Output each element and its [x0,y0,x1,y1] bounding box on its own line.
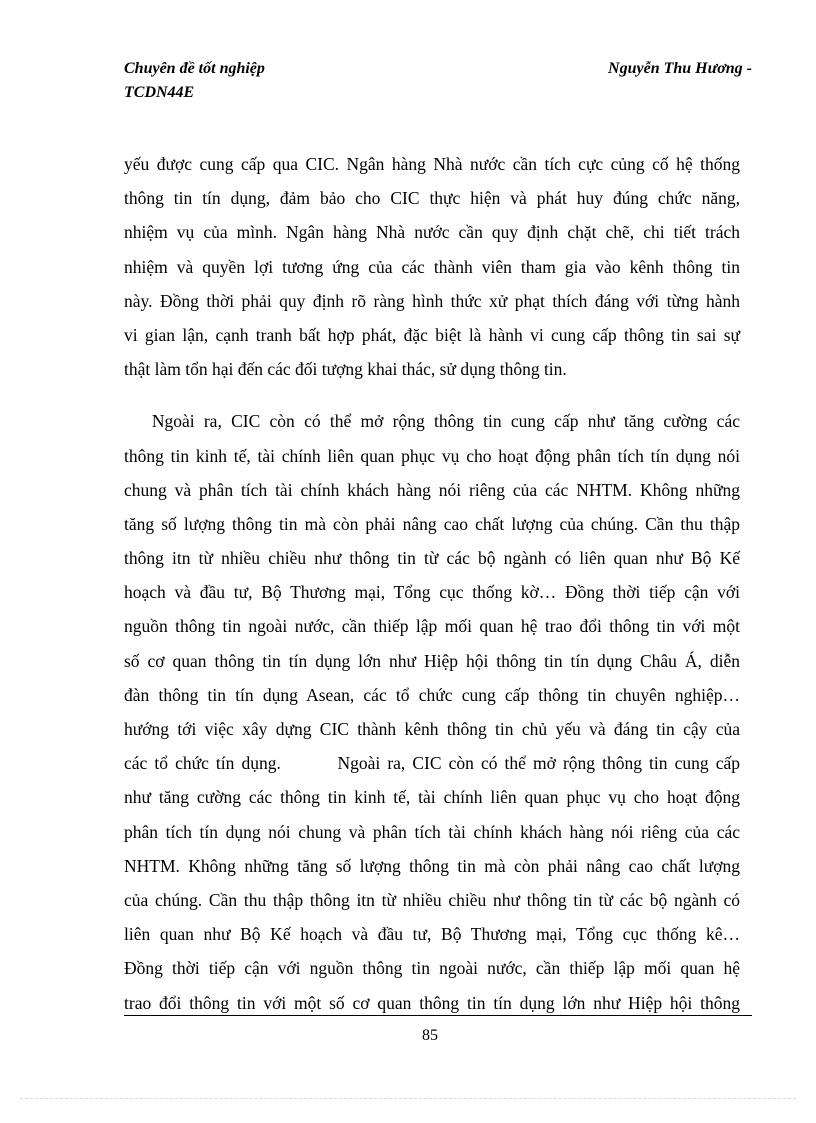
text-line: vi gian lận, cạnh tranh bất hợp phát, đặc biệt là hành vi cung cấp thông tin sai sự [124,324,740,345]
text-line: các tổ chức tín dụng. Ngoài ra, CIC còn có thể mở rộng thông tin cung cấp [124,753,740,774]
text-line: phân tích tín dụng nói chung và phân tích tài chính khách hàng nói riêng của các [124,821,740,842]
text-line: nhiệm vụ của mình. Ngân hàng Nhà nước cần quy định chặt chẽ, chi tiết trách [124,222,740,243]
header-title: Chuyên đề tốt nghiệp [124,60,265,77]
text-line: Ngoài ra, CIC còn có thể mở rộng thông tin cung cấp như tăng cường các [124,411,740,432]
text-line: tăng số lượng thông tin mà còn phải nâng cao chất lượng của chúng. Cần thu thập [124,513,740,534]
text-line: số cơ quan thông tin tín dụng lớn như Hiệp hội thông tin tín dụng Châu Á, diễn [124,650,740,671]
text-line: liên quan như Bộ Kế hoạch và đầu tư, Bộ Thương mại, Tổng cục thống kê… [124,924,740,945]
page-number: 85 [422,1027,438,1044]
text-line: NHTM. Không những tăng số lượng thông tin mà còn phải nâng cao chất lượng [124,855,740,876]
header-author: Nguyễn Thu Hương - [608,60,752,77]
text-line: thông tin kinh tế, tài chính liên quan phục vụ cho hoạt động phân tích tín dụng nói [124,445,740,466]
text-line: hướng tới việc xây dựng CIC thành kênh thông tin chủ yếu và đáng tin cậy của [124,719,740,739]
text-line: như tăng cường các thông tin kinh tế, tài chính liên quan phục vụ cho hoạt động [124,787,740,808]
page-break-line [20,1098,796,1099]
text-line: Đồng thời tiếp cận với nguồn thông tin ngoài nước, cần thiếp lập mối quan hệ [124,958,740,979]
text-line: của chúng. Cần thu thập thông itn từ nhiều chiều như thông tin từ các bộ ngành có [124,889,740,910]
text-line: đàn thông tin tín dụng Asean, các tổ chức cung cấp thông tin chuyên nghiệp… [124,684,740,705]
text-line: thông tin tín dụng, đảm bảo cho CIC thực hiện và phát huy đúng chức năng, [124,188,740,209]
text-line: yếu được cung cấp qua CIC. Ngân hàng Nhà nước cần tích cực củng cố hệ thống [124,154,740,174]
text-line: nguồn thông tin ngoài nước, cần thiếp lập mối quan hệ trao đổi thông tin với một [124,616,740,637]
header-class-code: TCDN44E [124,84,195,101]
page-header [124,58,752,82]
paragraph-2 [124,404,740,1019]
paragraph-1 [124,147,740,386]
text-line: hoạch và đầu tư, Bộ Thương mại, Tổng cục thống kờ… Đồng thời tiếp cận với [124,582,740,603]
footer-rule [124,1015,752,1016]
text-line: thông itn từ nhiều chiều như thông tin từ các bộ ngành có liên quan như Bộ Kế [124,548,740,569]
text-line: chung và phân tích tài chính khách hàng nói riêng của các NHTM. Không những [124,479,740,500]
paragraph-gap [124,386,740,404]
text-line: này. Đồng thời phải quy định rõ ràng hình thức xử phạt thích đáng với từng hành [124,290,740,311]
text-line: thật làm tổn hại đến các đối tượng khai thác, sử dụng thông tin. [124,359,567,380]
text-line: trao đổi thông tin với một số cơ quan thông tin tín dụng lớn như Hiệp hội thông [124,992,740,1013]
document-body [124,147,740,1020]
text-line: nhiệm và quyền lợi tương ứng của các thành viên tham gia vào kênh thông tin [124,256,740,277]
